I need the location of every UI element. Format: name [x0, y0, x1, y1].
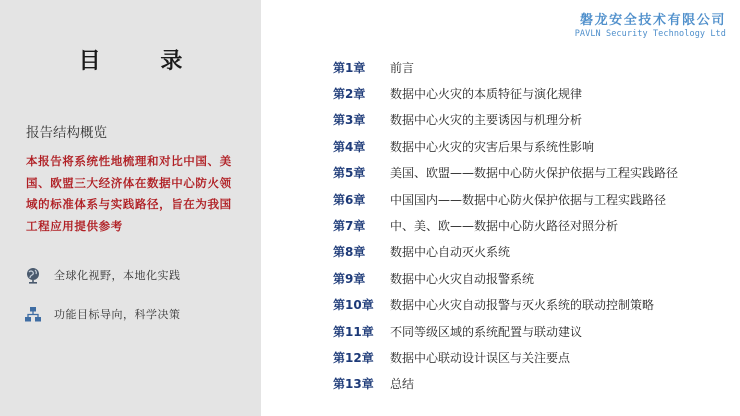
chapter-title: 数据中心火灾的灾害后果与系统性影响 — [390, 139, 595, 154]
overview-label: 报告结构概览 — [26, 125, 107, 141]
chapter-title: 中国国内——数据中心防火保护依据与工程实践路径 — [390, 192, 667, 207]
chapter-title: 美国、欧盟——数据中心防火保护依据与工程实践路径 — [390, 166, 679, 181]
chapter-number: 第3章 — [333, 113, 366, 128]
toc-item — [333, 239, 723, 265]
toc-item — [333, 212, 723, 238]
toc-item — [333, 160, 723, 186]
chapter-title: 总结 — [390, 377, 415, 392]
chapter-number: 第11章 — [333, 324, 374, 339]
toc-item — [333, 107, 723, 133]
toc-item — [333, 292, 723, 318]
chapter-number: 第4章 — [333, 139, 366, 154]
toc-item — [333, 186, 723, 212]
company-logo — [575, 9, 726, 39]
hierarchy-icon — [24, 305, 42, 323]
toc-item — [333, 344, 723, 370]
chapter-title: 数据中心自动灭火系统 — [390, 245, 511, 260]
toc-item — [333, 371, 723, 397]
summary-text: 本报告将系统性地梳理和对比中国、美国、欧盟三大经济体在数据中心防火领域的标准体系与实践路径，旨在为我国工程应用提供参考 — [26, 154, 232, 233]
chapter-title: 数据中心火灾自动报警系统 — [390, 271, 535, 286]
feature-label: 功能目标导向，科学决策 — [54, 308, 181, 321]
chapter-number: 第1章 — [333, 60, 366, 75]
chapter-number: 第10章 — [333, 298, 374, 313]
company-name-cn: 磐龙安全技术有限公司 — [579, 13, 726, 28]
toc-item — [333, 133, 723, 159]
feature-global — [24, 266, 181, 284]
feature-decision — [24, 305, 181, 323]
sidebar-panel — [0, 0, 261, 416]
globe-icon — [24, 266, 42, 284]
chapter-number: 第2章 — [333, 87, 366, 102]
chapter-title: 数据中心火灾自动报警与灭火系统的联动控制策略 — [390, 298, 655, 313]
chapter-number: 第5章 — [333, 166, 366, 181]
toc-item — [333, 54, 723, 80]
toc-item — [333, 265, 723, 291]
chapter-number: 第12章 — [333, 350, 374, 365]
page-title: 目 录 — [78, 49, 209, 74]
toc-item — [333, 80, 723, 106]
feature-label: 全球化视野，本地化实践 — [54, 269, 181, 282]
chapter-title: 数据中心火灾的本质特征与演化规律 — [390, 87, 583, 102]
chapter-number: 第13章 — [333, 377, 374, 392]
chapter-title: 不同等级区域的系统配置与联动建议 — [390, 324, 583, 339]
company-name-en: PAVLN Security Technology Ltd — [574, 29, 726, 39]
chapter-number: 第6章 — [333, 192, 366, 207]
chapter-number: 第7章 — [333, 219, 366, 234]
chapter-number: 第8章 — [333, 245, 366, 260]
chapter-title: 数据中心联动设计误区与关注要点 — [390, 350, 571, 365]
chapter-title: 中、美、欧——数据中心防火路径对照分析 — [390, 219, 619, 234]
chapter-number: 第9章 — [333, 271, 366, 286]
chapter-title: 数据中心火灾的主要诱因与机理分析 — [390, 113, 583, 128]
chapter-title: 前言 — [390, 60, 415, 75]
toc-item — [333, 318, 723, 344]
table-of-contents — [333, 54, 723, 397]
